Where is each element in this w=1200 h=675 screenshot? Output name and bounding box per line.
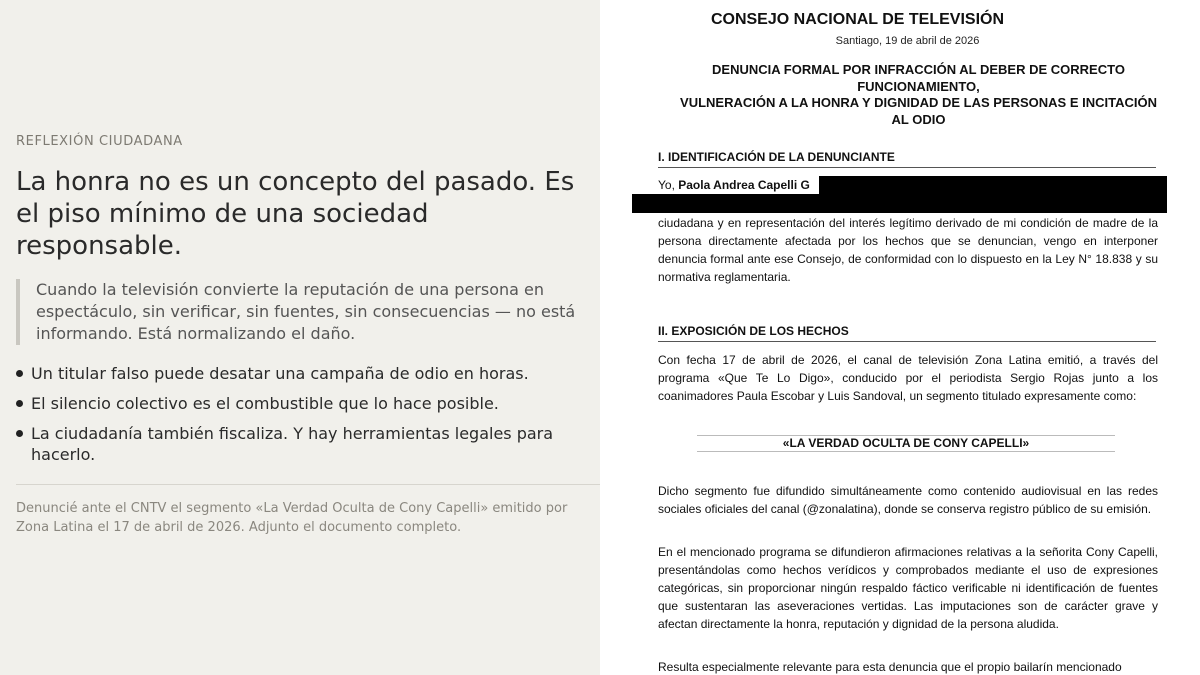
divider [16, 484, 600, 485]
document-title-line: VULNERACIÓN A LA HONRA Y DIGNIDAD DE LAS PERSONAS E INCITACIÓN AL ODIO [680, 95, 1157, 127]
yo-prefix: Yo, [658, 178, 679, 192]
bullet-text: La ciudadanía también fiscaliza. Y hay herramientas legales para hacerlo. [31, 424, 554, 464]
redaction-bar [632, 194, 1167, 213]
pull-quote: Cuando la televisión convierte la reputación de una persona en espectáculo, sin verificar, sin fuentes, sin consecuencias — no está informando. Está normalizando el daño. [16, 279, 581, 345]
section-heading-identification: I. IDENTIFICACIÓN DE LA DENUNCIANTE [658, 150, 1156, 168]
paragraph: En el mencionado programa se difundieron afirmaciones relativas a la señorita Cony Capelli, presentándolas como hechos verídicos y comprobados mediante el uso de expresiones categóricas, sin proporcionar ningún respaldo fáctico verificable ni identificación de fuentes que sustentaran las aseveraciones vertidas. Las imputaciones son de carácter grave y afectan directamente la honra, reputación y dignidad de la persona aludida. [658, 545, 1158, 631]
bullet-item [16, 363, 576, 384]
headline: La honra no es un concepto del pasado. Es el piso mínimo de una sociedad responsable. [16, 167, 575, 261]
paragraph: Resulta especialmente relevante para esta denuncia que el propio bailarín mencionado [658, 660, 1122, 674]
section-kicker: REFLEXIÓN CIUDADANA [16, 134, 183, 149]
segment-title: «LA VERDAD OCULTA DE CONY CAPELLI» [697, 435, 1115, 452]
document-title [676, 62, 1161, 128]
document-title-line: DENUNCIA FORMAL POR INFRACCIÓN AL DEBER DE CORRECTO FUNCIONAMIENTO, [712, 62, 1125, 94]
bullet-item [16, 423, 576, 465]
bullet-dot-icon [16, 400, 23, 407]
redaction-bar [819, 176, 1167, 195]
paragraph: ciudadana y en representación del interés legítimo derivado de mi condición de madre de la persona directamente afectada por los hechos que se denuncian, vengo en interponer denuncia formal ante ese Consejo, de conformidad con lo dispuesto en la Ley N° 18.838 y su normativa reglamentaria. [658, 216, 1158, 284]
document-organization: CONSEJO NACIONAL DE TELEVISIÓN [710, 11, 1005, 28]
paragraph: Dicho segmento fue difundido simultáneamente como contenido audiovisual en las redes sociales oficiales del canal (@zonalatina), donde se conserva registro público de su emisión. [658, 484, 1158, 516]
bullet-dot-icon [16, 370, 23, 377]
footnote: Denuncié ante el CNTV el segmento «La Verdad Oculta de Cony Capelli» emitido por Zona Latina el 17 de abril de 2026. Adjunto el documento completo. [16, 501, 568, 535]
bullet-item [16, 393, 576, 414]
paragraph: Con fecha 17 de abril de 2026, el canal de televisión Zona Latina emitió, a través del programa «Que Te Lo Digo», conducido por el periodista Sergio Rojas junto a los coanimadores Paula Escobar y Luis Sandoval, un segmento titulado expresamente como: [658, 353, 1158, 403]
bullet-list [16, 363, 576, 474]
bullet-dot-icon [16, 430, 23, 437]
complainant-line [658, 178, 810, 192]
complainant-name: Paola Andrea Capelli G [678, 178, 810, 192]
bullet-text: Un titular falso puede desatar una campaña de odio en horas. [31, 364, 529, 383]
bullet-text: El silencio colectivo es el combustible que lo hace posible. [31, 394, 499, 413]
document-place-date: Santiago, 19 de abril de 2026 [835, 35, 980, 47]
complaint-document [600, 0, 1200, 675]
section-heading-facts: II. EXPOSICIÓN DE LOS HECHOS [658, 324, 1156, 342]
